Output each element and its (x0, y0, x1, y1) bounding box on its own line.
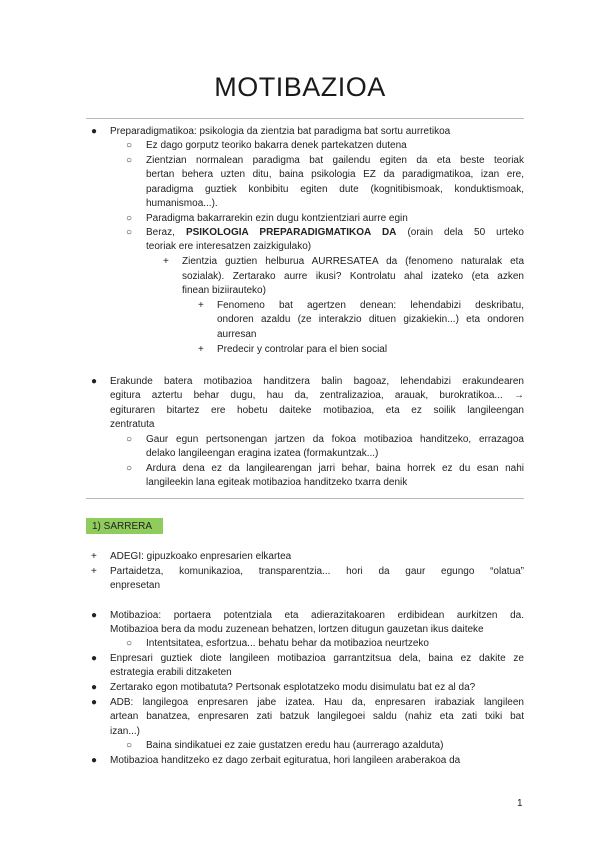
bullet-circle: ○ (126, 155, 133, 166)
bullet-disc: ● (91, 126, 98, 137)
page-number: 1 (517, 798, 523, 809)
bullet-circle: ○ (126, 140, 133, 151)
text-line: Preparadigmatikoa: psikologia da zientzia bat paradigma bat sortu aurretikoa (110, 126, 451, 137)
bold-emphasis: PSIKOLOGIA PREPARADIGMATIKOA DA (185, 227, 397, 238)
text-line: ADEGI: gipuzkoako enpresarien elkartea (110, 551, 292, 562)
bullet-plus: + (163, 256, 169, 267)
bullet-disc: ● (91, 697, 98, 708)
bullet-disc: ● (91, 376, 98, 387)
text-line: Motibazioa bera da modu zuzenean behatzen, lortzen ditugun gauzetan ikus daiteke (110, 624, 484, 635)
text-line: Gaur egun pertsonengan jartzen da fokoa motibazioa handitzeko, errazagoa (146, 434, 524, 445)
bullet-circle: ○ (126, 213, 133, 224)
text-line: Intentsitatea, esfortzua... behatu behar da motibazioa neurtzeko (146, 638, 429, 649)
text-line: Zientzian normalean paradigma bat gailendu egiten da eta beste teoriak (146, 155, 524, 166)
text-line: finean biziirauteko) (182, 285, 266, 296)
text-line: artean banatzea, enpresaren zati batzuk langilegoei saldu (nahiz eta zati txiki bat (110, 711, 524, 722)
text-line: delako langileengan eragina izatea (formakuntzak...) (146, 448, 379, 459)
text-line: humanismoa...). (146, 198, 218, 209)
bullet-disc: ● (91, 682, 98, 693)
text-line: Zientzia guztien helburua AURRESATEA da (fenomeno naturalak eta (182, 256, 524, 267)
text-line: ondoren azaldu (ze interakzio dituen gizakiekin...) eta ondoren (217, 314, 524, 325)
text-line: estrategia erabili ditzaketen (110, 667, 232, 678)
bullet-circle: ○ (126, 434, 133, 445)
bullet-plus: + (198, 300, 204, 311)
text-line: sozialak). Zertarako aurre ikusi? Kontrolatu ahal izateko (eta azken (182, 271, 524, 282)
text-line: egituraren bitartez ere hobetu daiteke motibazioa, eta ez soilik langileengan (110, 405, 524, 416)
text-line: Enpresari guztiek diote langileen motibazioa garrantzitsua dela, baina ez dakite ze (110, 653, 524, 664)
section-heading: 1) SARRERA (92, 521, 153, 532)
text-line: Fenomeno bat agertzen denean: lehendabizi deskribatu, (217, 300, 524, 311)
text-line: Baina sindikatuei ez zaie gustatzen eredu hau (aurrerago azalduta) (146, 740, 444, 751)
bullet-disc: ● (91, 755, 98, 766)
bullet-plus: + (198, 344, 204, 355)
bullet-circle: ○ (126, 638, 133, 649)
text-line: Zertarako egon motibatuta? Pertsonak esplotatzeko modu disimulatu bat ez al da? (110, 682, 476, 693)
text-line: Erakunde batera motibazioa handitzera balin bagoaz, lehendabizi erakundearen (110, 376, 524, 387)
text-line: Paradigma bakarrarekin ezin dugu kontzientziari aurre egin (146, 213, 408, 224)
text-line: aurresan (217, 329, 257, 340)
text-line: Predecir y controlar para el bien social (217, 344, 388, 355)
bullet-circle: ○ (126, 227, 133, 238)
text-line: langileekin lana egiteak motibazioa handitzeko txarra denik (146, 477, 408, 488)
text-line: Motibazioa handitzeko ez dago zerbait egituratua, hori langileen araberakoa da (110, 755, 461, 766)
title-divider (86, 118, 524, 119)
bullet-disc: ● (91, 653, 98, 664)
bullet-plus: + (91, 551, 97, 562)
text-line: zentratuta (110, 419, 155, 430)
text-line: Motibazioa: portaera potentziala eta adierazitakoaren erdibidean aurkitzen da. (110, 610, 524, 621)
text-line: Ez dago gorputz teoriko bakarra denek partekatzen dutena (146, 140, 407, 151)
text-line: izan...) (110, 726, 141, 737)
page-title: MOTIBAZIOA (214, 72, 386, 102)
text-line: egitura aztertu behar dugu, hau da, zentralizazioa, arauak, burokratikoa... → (110, 390, 524, 401)
text-line: enpresetan (110, 580, 161, 591)
bullet-disc: ● (91, 610, 98, 621)
text-line: paradigma guztiek konbibitu egiten dute (kognitibismoak, konduktismoak, (146, 184, 524, 195)
text-line: ADB: langilegoa enpresaren jabe izatea. Hau da, enpresaren irabaziak langileen (110, 697, 524, 708)
text-line: bertan behera uzten ditu, baina psikologia EZ da paradigmatikoa, izan ere, (146, 169, 524, 180)
bullet-circle: ○ (126, 740, 133, 751)
bullet-circle: ○ (126, 463, 133, 474)
text-line: Ardura dena ez da langilearengan jarri behar, baina horrek ez du esan nahi (146, 463, 524, 474)
text-line: Partaidetza, komunikazioa, transparentzia... hori da gaur egungo “olatua” (110, 566, 524, 577)
section-divider (86, 498, 524, 499)
bullet-plus: + (91, 566, 97, 577)
text-line: teoriak ere interesatzen zaizkigulako) (146, 241, 312, 252)
text-line: Beraz, PSIKOLOGIA PREPARADIGMATIKOA DA (orain dela 50 urteko (146, 227, 524, 238)
